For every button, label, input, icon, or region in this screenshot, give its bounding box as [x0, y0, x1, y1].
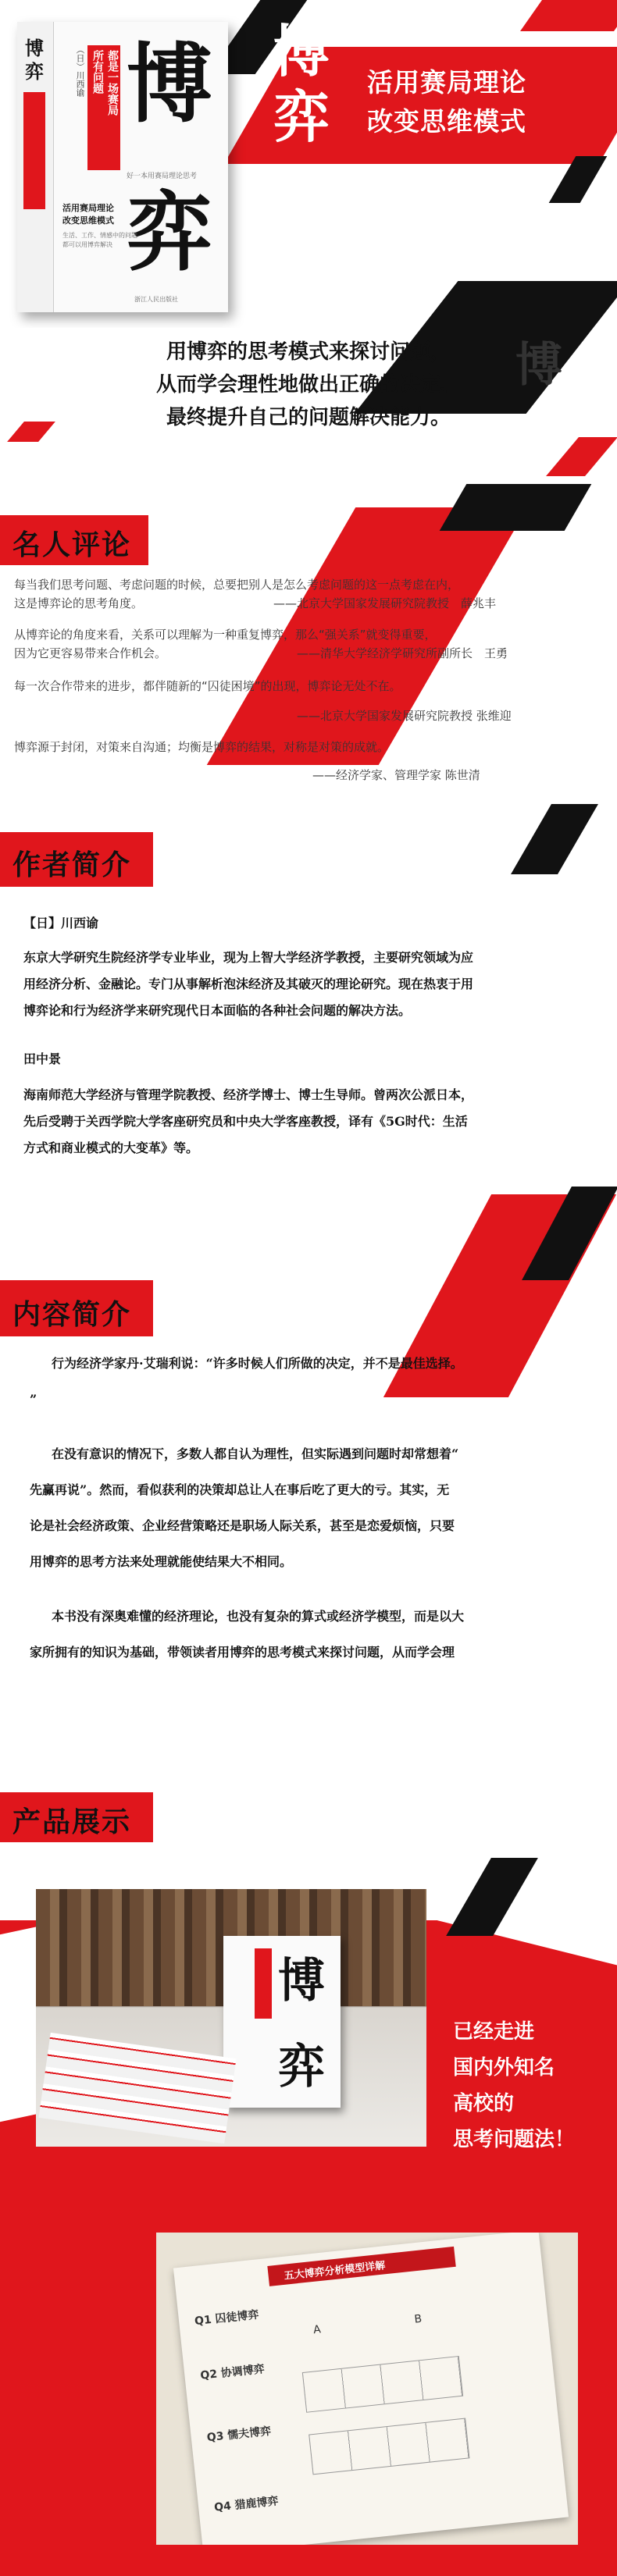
content-p2-line-3: 论是社会经济政策、企业经营策略还是职场人际关系，甚至是恋爱烦恼，只要	[30, 1518, 455, 1533]
author-black-slash	[511, 804, 598, 874]
hero-big-char-1: 博	[273, 18, 330, 84]
hero-title-line-2: 改变思维模式	[367, 106, 526, 137]
sheet-grid-2	[308, 2418, 469, 2475]
spine-red-block	[23, 92, 45, 209]
book-tagline: 好一本用赛局理论思考	[127, 173, 198, 180]
photo-standing-book	[223, 1936, 341, 2108]
product-call-line-4: 思考问题法！	[453, 2128, 576, 2151]
content-p2-line-2: 先赢再说”。然而，看似获利的决策却总让人在事后吃了更大的亏。其实，无	[30, 1482, 450, 1497]
review-3-source: ——北京大学国家发展研究院教授 张维迎	[297, 709, 512, 723]
content-p1-line-2: ”	[30, 1392, 37, 1407]
sheet-person-a: A	[312, 2323, 322, 2337]
hero-big-char-2: 弈	[273, 84, 330, 150]
sheet-q2: Q2 协调博弈	[199, 2363, 266, 2382]
sheet-title: 五大博弈分析模型详解	[284, 2260, 386, 2282]
book-cover	[17, 22, 228, 312]
author-1-line-2: 用经济分析、金融论。专门从事解析泡沫经济及其破灭的理论研究。现在热衷于用	[23, 977, 474, 991]
book-red-label	[87, 45, 120, 170]
spine-char-2: 弈	[25, 60, 44, 83]
author-1-line-1: 东京大学研究生院经济学专业毕业，现为上智大学经济学教授，主要研究领域为应	[23, 950, 474, 965]
book-spine	[17, 22, 54, 312]
book-subtitle-1: 活用赛局理论	[62, 203, 114, 213]
reviews-black-slash	[440, 484, 592, 531]
product-call-line-1: 已经走进	[453, 2020, 535, 2044]
author-2-line-3: 方式和商业模式的大变革》等。	[23, 1140, 199, 1155]
product-photo-2	[156, 2233, 578, 2545]
author-1-line-3: 博弈论和行为经济学来研究现代日本面临的各种社会问题的解决方法。	[23, 1003, 412, 1018]
book-char-1: 博	[127, 34, 212, 134]
book-subtitle-2: 改变思维模式	[62, 215, 114, 226]
content-p3-line-1: 本书没有深奥难懂的经济理论，也没有复杂的算式或经济学模型，而是以大	[52, 1609, 465, 1624]
book-char-2: 弈	[127, 182, 212, 283]
author-heading: 作者简介	[12, 849, 132, 881]
content-p1-line-1: 行为经济学家丹·艾瑞利说：“许多时候人们所做的决定，并不是最佳选择。	[52, 1356, 463, 1371]
review-4-text: 博弈源于封闭，对策来自沟通；均衡是博弈的结果，对称是对策的成就。	[14, 740, 390, 754]
review-3-text: 每一次合作带来的进步，都伴随新的“囚徒困境”的出现，博弈论无处不在。	[14, 679, 401, 693]
book-author: （日）川西谕	[75, 45, 85, 97]
content-heading: 内容简介	[12, 1298, 132, 1331]
book-small-2: 都可以用博弈解决	[62, 241, 112, 248]
sheet-grid-1	[302, 2356, 463, 2413]
author-2-line-1: 海南师范大学经济与管理学院教授、经济学博士、博士生导师。曾两次公派日本，	[23, 1087, 474, 1102]
intro-watermark-char: 博	[515, 338, 562, 393]
book-red-line-2: 都是一场赛局	[106, 50, 119, 116]
author-1-name: 【日】川西谕	[23, 916, 99, 930]
author-2-name: 田中景	[23, 1051, 62, 1066]
product-photo-1	[36, 1889, 426, 2147]
intro-line-3: 最终提升自己的问题解决能力。	[166, 406, 451, 429]
content-p2-line-4: 用博弈的思考方法来处理就能使结果大不相同。	[30, 1554, 293, 1569]
review-1-source: ——北京大学国家发展研究院教授 薛兆丰	[273, 596, 497, 610]
sheet-q4: Q4 猎鹿博弈	[213, 2495, 280, 2514]
product-call-line-2: 国内外知名	[453, 2056, 555, 2080]
review-2-text-a: 从博弈论的角度来看，关系可以理解为一种重复博弈，那么“强关系”就变得重要，	[14, 628, 437, 642]
review-2-source: ——清华大学经济学研究所副所长 王勇	[297, 646, 508, 660]
book-red-line-1: 所有问题	[91, 50, 104, 94]
sheet-q3: Q3 懦夫博弈	[206, 2425, 272, 2445]
content-p2-line-1: 在没有意识的情况下，多数人都自认为理性，但实际遇到问题时却常想着“	[52, 1446, 459, 1461]
intro-line-2: 从而学会理性地做出正确的决定、	[155, 373, 461, 397]
reviews-heading: 名人评论	[12, 528, 132, 561]
product-call-line-3: 高校的	[453, 2092, 515, 2115]
review-2-text-b: 因为它更容易带来合作机会。	[14, 646, 167, 660]
sheet-q1: Q1 囚徒博弈	[194, 2308, 260, 2329]
review-1-text-a: 每当我们思考问题、考虑问题的时候，总要把别人是怎么考虑问题的这一点考虑在内，	[14, 578, 460, 592]
spine-char-1: 博	[25, 37, 44, 59]
photo-book-char-1: 博	[278, 1954, 325, 2008]
book-small-1: 生活、工作、情感中的问题	[62, 232, 137, 239]
intro-line-1: 用博弈的思考模式来探讨问题，	[166, 340, 451, 364]
hero-banner	[0, 0, 617, 328]
review-1-text-b: 这是博弈论的思考角度。	[14, 596, 144, 610]
book-publisher: 浙江人民出版社	[134, 296, 178, 303]
photo-book-char-2: 弈	[278, 2040, 325, 2094]
intro-red-stripe-left	[7, 422, 55, 442]
sheet-person-b: B	[413, 2312, 423, 2326]
photo-stacked-books	[39, 2033, 237, 2144]
review-4-source: ——经济学家、管理学家 陈世清	[312, 768, 480, 782]
sheet-page	[173, 2233, 569, 2545]
hero-title-line-1: 活用赛局理论	[367, 67, 526, 98]
author-2-line-2: 先后受聘于关西学院大学客座研究员和中央大学客座教授，译有《5G时代：生活	[23, 1114, 468, 1129]
photo-book-red	[255, 1948, 272, 2019]
hero-red-stripe-top	[520, 0, 617, 31]
intro-red-stripe-right	[546, 437, 617, 476]
product-heading: 产品展示	[12, 1806, 132, 1838]
content-p3-line-2: 家所拥有的知识为基础，带领读者用博弈的思考模式来探讨问题，从而学会理	[30, 1645, 455, 1660]
